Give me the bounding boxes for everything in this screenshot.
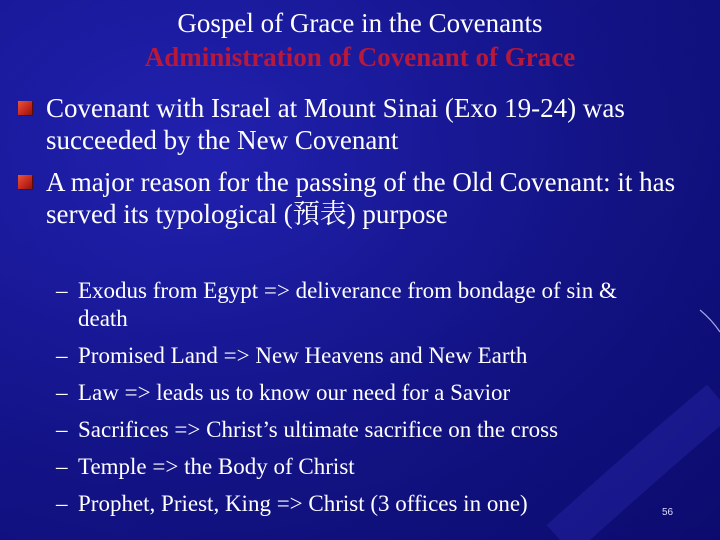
sub-bullet-item xyxy=(56,490,666,518)
dash-marker: – xyxy=(56,417,68,442)
slide-title: Gospel of Grace in the Covenants xyxy=(177,8,543,38)
sub-bullet-text: Sacrifices => Christ’s ultimate sacrifice on the cross xyxy=(78,417,559,442)
page-number: 56 xyxy=(662,507,674,518)
sub-bullet-text: Prophet, Priest, King => Christ (3 offices in one) xyxy=(78,491,528,516)
sub-bullet-text: Law => leads us to know our need for a Savior xyxy=(78,380,511,405)
bullet-item xyxy=(18,166,708,230)
sub-bullet-text: Exodus from Egypt => deliverance from bondage of sin & death xyxy=(78,278,617,331)
dash-marker: – xyxy=(56,491,68,516)
dash-marker: – xyxy=(56,380,68,405)
sub-bullet-item xyxy=(56,342,666,370)
dash-marker: – xyxy=(56,278,68,303)
sub-bullet-item xyxy=(56,453,666,481)
dash-marker: – xyxy=(56,343,68,368)
sub-bullet-text: Temple => the Body of Christ xyxy=(78,454,355,479)
sub-bullet-item xyxy=(56,416,666,444)
bullet-text: Covenant with Israel at Mount Sinai (Exo 19-24) was succeeded by the New Covenant xyxy=(46,93,625,155)
sub-bullet-item xyxy=(56,277,666,333)
bullet-text: A major reason for the passing of the Old Covenant: it has served its typological (預表) purpose xyxy=(46,167,676,229)
sub-bullet-item xyxy=(56,379,666,407)
slide-title-block xyxy=(0,6,720,74)
bullet-item xyxy=(18,92,708,156)
bullet-square-icon xyxy=(18,101,32,115)
dash-marker: – xyxy=(56,454,68,479)
slide-subtitle: Administration of Covenant of Grace xyxy=(144,42,576,72)
sub-bullet-text: Promised Land => New Heavens and New Earth xyxy=(78,343,528,368)
bullet-square-icon xyxy=(18,175,32,189)
